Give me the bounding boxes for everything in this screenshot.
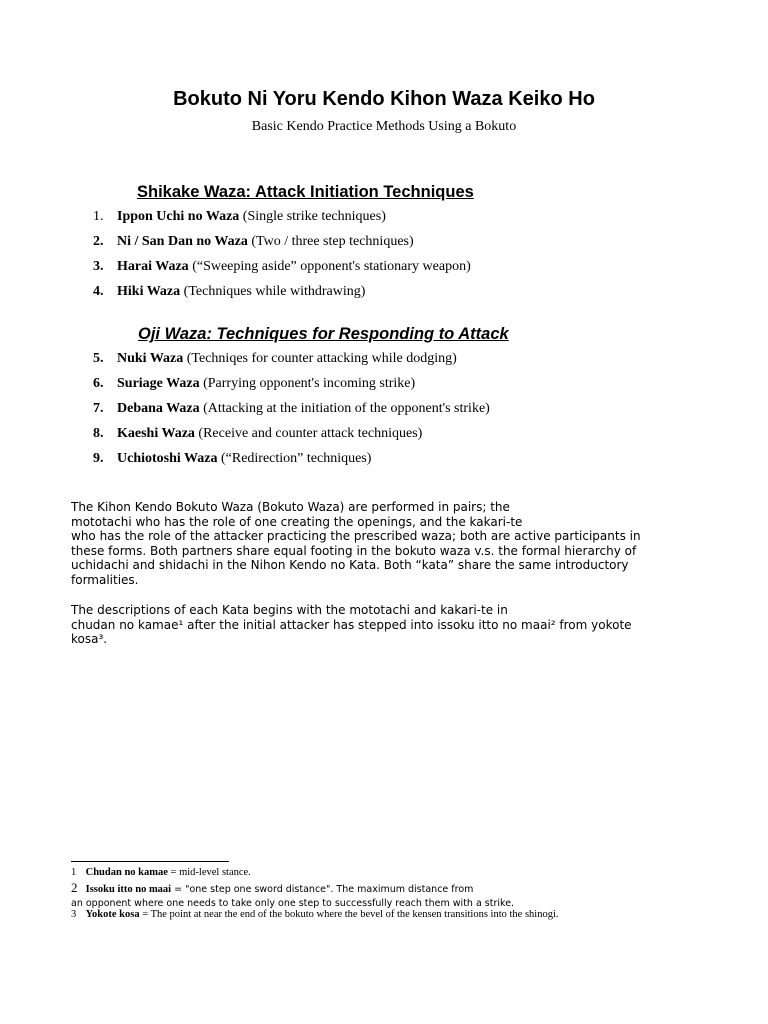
paragraph-line: formalities.	[71, 572, 139, 587]
technique-name: Ni / San Dan no Waza	[117, 234, 248, 249]
paragraph-line: mototachi who has the role of one creating the openings, and the kakari-te	[71, 514, 523, 529]
paragraph-line: who has the role of the attacker practicing the prescribed waza; both are active participants in	[71, 529, 641, 544]
technique-description: (Two / three step techniques)	[247, 234, 414, 249]
technique-description: (Receive and counter attack techniques)	[194, 426, 423, 441]
list-item	[93, 207, 471, 232]
item-number: 7.	[93, 401, 104, 416]
footnote-text: = mid-level stance.	[167, 867, 251, 878]
list-item	[93, 349, 490, 374]
footnote-number: 1	[71, 867, 77, 878]
footnote-term: Yokote kosa	[85, 909, 140, 920]
paragraph-line: uchidachi and shidachi in the Nihon Kendo no Kata. Both “kata” share the same introductory	[71, 558, 629, 573]
footnote-number: 2	[71, 880, 78, 895]
paragraph-line: chudan no kamae¹ after the initial attacker has stepped into issoku itto no maai² from yokote	[71, 617, 632, 632]
technique-name: Hiki Waza	[117, 284, 181, 299]
technique-list-oji	[93, 349, 490, 474]
footnote-text: = "one step one sword distance". The maximum distance from	[171, 884, 474, 895]
footnote-3	[71, 908, 559, 922]
technique-description: (Single strike techniques)	[239, 209, 386, 224]
list-item	[93, 257, 471, 282]
item-number: 3.	[93, 259, 104, 274]
technique-description: (Techniques while withdrawing)	[180, 284, 366, 299]
list-item	[93, 282, 471, 307]
item-number: 9.	[93, 451, 104, 466]
list-item	[93, 232, 471, 257]
technique-description: (Attacking at the initiation of the opponent's strike)	[199, 401, 490, 416]
item-number: 1.	[93, 209, 104, 224]
footnote-separator	[71, 861, 229, 862]
list-item	[93, 399, 490, 424]
footnote-1	[71, 866, 251, 880]
description-paragraph	[71, 603, 711, 647]
technique-name: Uchiotoshi Waza	[117, 451, 218, 466]
technique-name: Harai Waza	[117, 259, 189, 274]
footnote-term: Issoku itto no maai	[85, 884, 172, 895]
paragraph-line: these forms. Both partners share equal footing in the bokuto waza v.s. the formal hierarchy of	[71, 543, 637, 558]
footnote-text-continued: an opponent where one needs to take only one step to successfully reach them with a strike.	[71, 898, 515, 909]
technique-description: (“Sweeping aside” opponent's stationary weapon)	[188, 259, 471, 274]
section-heading-shikake: Shikake Waza: Attack Initiation Techniques	[137, 183, 474, 201]
technique-name: Kaeshi Waza	[117, 426, 195, 441]
technique-description: (Techniqes for counter attacking while dodging)	[183, 351, 457, 366]
intro-paragraph	[71, 500, 711, 588]
document-subtitle: Basic Kendo Practice Methods Using a Bokuto	[251, 119, 517, 134]
footnote-2	[71, 881, 514, 911]
technique-list-shikake	[93, 207, 471, 307]
item-number: 2.	[93, 234, 104, 249]
technique-description: (Parrying opponent's incoming strike)	[199, 376, 416, 391]
document-title: Bokuto Ni Yoru Kendo Kihon Waza Keiko Ho	[173, 88, 595, 110]
paragraph-line: kosa³.	[71, 632, 108, 647]
technique-description: (“Redirection” techniques)	[217, 451, 372, 466]
technique-name: Ippon Uchi no Waza	[117, 209, 240, 224]
footnote-term: Chudan no kamae	[85, 867, 168, 878]
list-item	[93, 449, 490, 474]
technique-name: Nuki Waza	[117, 351, 184, 366]
footnote-text: = The point at near the end of the bokuto where the bevel of the kensen transitions into the shinogi.	[139, 909, 559, 920]
technique-name: Debana Waza	[117, 401, 200, 416]
item-number: 8.	[93, 426, 104, 441]
technique-name: Suriage Waza	[117, 376, 200, 391]
paragraph-line: The descriptions of each Kata begins with the mototachi and kakari-te in	[71, 603, 508, 617]
item-number: 5.	[93, 351, 104, 366]
list-item	[93, 424, 490, 449]
list-item	[93, 374, 490, 399]
footnote-number: 3	[71, 909, 77, 920]
paragraph-line: The Kihon Kendo Bokuto Waza (Bokuto Waza) are performed in pairs; the	[71, 500, 510, 514]
item-number: 4.	[93, 284, 104, 299]
section-heading-oji: Oji Waza: Techniques for Responding to Attack	[138, 325, 509, 343]
item-number: 6.	[93, 376, 104, 391]
